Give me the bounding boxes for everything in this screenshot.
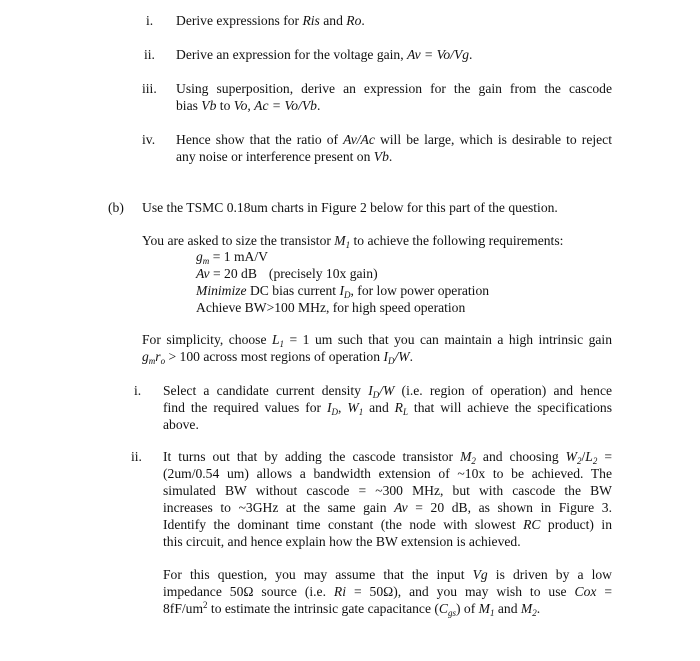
subquestion-number: i. [134, 383, 142, 398]
item-number: ii. [144, 47, 155, 62]
item-number: i. [146, 13, 154, 28]
part-intro: Use the TSMC 0.18um charts in Figure 2 below for this part of the question. [142, 200, 558, 215]
item-text: Derive an expression for the voltage gain, Av = Vo/Vg. [176, 47, 473, 62]
item-text: Using superposition, derive an expression for the gain from the cascode bias Vb to Vo, Ac = Vo/Vb. [176, 81, 612, 113]
simplicity-paragraph: For simplicity, choose $L_1 = 1$ um such that you can maintain a high intrinsic gain $g_mr_o > 100$ across most regions of operation $I_D/W$. [142, 332, 612, 366]
subquestion-text: It turns out that by adding the cascode transistor $M_2$ and choosing $W_2/L_2$ = (2um/0.54 um) allows a bandwidth extension of ~10x to be achieved. The simulated BW without cascode = ~300 MHz, but with cascode the BW increases to ~3GHz at the same gain Av = 20 dB, as shown in Figure 3. Identify the dominant time constant (the node with slowest RC product) in this circuit, and hence explain how the BW extension is achieved. [163, 449, 613, 549]
subquestion-text: Select a candidate current density $I_D/W$ (i.e. region of operation) and hence find the required values for $I_D$, $W_1$ and $R_L$ that will achieve the specifications above. [163, 383, 613, 432]
subquestion-number: ii. [131, 449, 142, 464]
requirements-list: $g_m = 1$ mA/V Av = 20 dB (precisely 10x gain) Minimize DC bias current $I_D$, for low power operation Achieve BW>100 MHz, for high speed operation [196, 249, 490, 315]
requirements-intro: You are asked to size the transistor $M_1$ to achieve the following requirements: [142, 233, 564, 250]
assumption-paragraph: For this question, you may assume that the input Vg is driven by a low impedance 50Ω source (i.e. Ri = 50Ω), and you may wish to use Cox = $8fF/um^2$ to estimate the intrinsic gate capacitance $(C_{gs})$ of $M_1$ and $M_2$. [163, 567, 613, 618]
item-number: iv. [142, 132, 156, 147]
part-label: (b) [108, 200, 124, 215]
item-text: Derive expressions for Ris and Ro. [176, 13, 365, 28]
item-number: iii. [142, 81, 157, 96]
item-text: Hence show that the ratio of Av/Ac will be large, which is desirable to reject any noise or interference present on Vb. [176, 132, 612, 164]
